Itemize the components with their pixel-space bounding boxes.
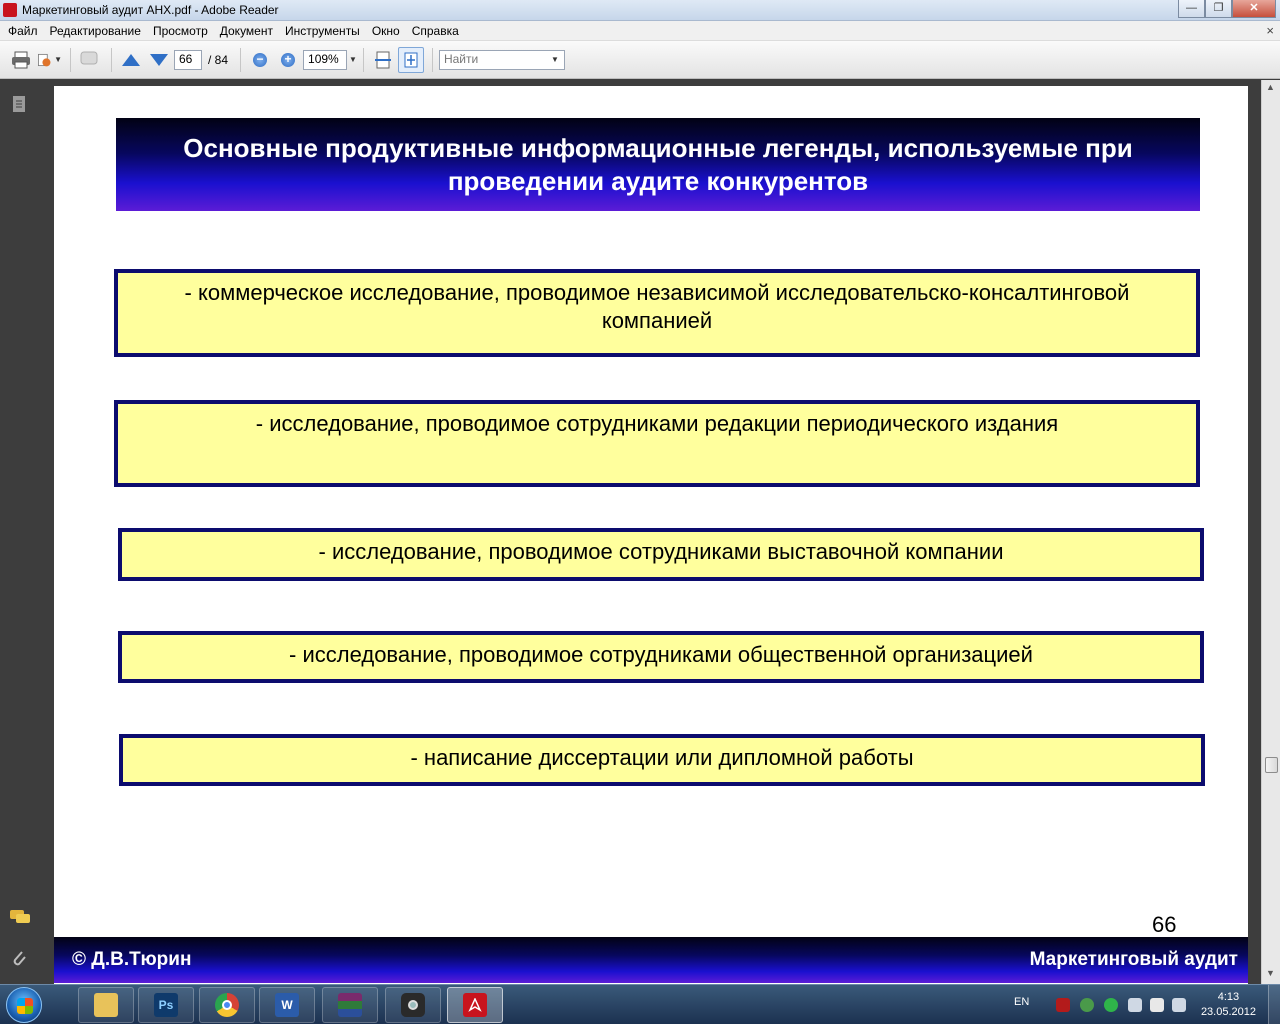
adobe-reader-icon (3, 3, 17, 17)
volume-icon[interactable] (1128, 998, 1142, 1012)
photoshop-icon: Ps (154, 993, 178, 1017)
legend-box-public-org: - исследование, проводимое сотрудниками общественной организацией (118, 631, 1204, 683)
attachments-icon[interactable] (9, 948, 29, 968)
find-dropdown-icon[interactable]: ▼ (550, 55, 559, 64)
menu-file[interactable]: Файл (8, 23, 38, 38)
find-input[interactable]: Найти (439, 50, 565, 70)
status-tray-icon[interactable] (1104, 998, 1118, 1012)
maximize-button[interactable]: ❐ (1205, 0, 1232, 18)
navigation-panel (0, 80, 38, 984)
taskbar-adobe-reader[interactable] (447, 987, 503, 1023)
legend-box-periodical: - исследование, проводимое сотрудниками редакции периодического издания (114, 400, 1200, 487)
printer-icon (11, 51, 31, 69)
network-icon[interactable] (1172, 998, 1186, 1012)
action-center-flag-icon[interactable] (1150, 998, 1164, 1012)
camera-icon (401, 993, 425, 1017)
windows-logo-icon (17, 998, 33, 1014)
vertical-scrollbar[interactable] (1261, 80, 1280, 984)
close-document-icon[interactable]: × (1266, 23, 1274, 38)
scroll-thumb[interactable] (1265, 757, 1278, 773)
taskbar-camera[interactable] (385, 987, 441, 1023)
slide-title: Основные продуктивные информационные легенды, используемые при проведении аудите конкурентов (116, 118, 1200, 211)
folder-icon (94, 993, 118, 1017)
legend-box-exhibition: - исследование, проводимое сотрудниками выставочной компании (118, 528, 1204, 581)
menu-document[interactable]: Документ (219, 23, 273, 38)
zoom-out-button[interactable] (247, 47, 273, 73)
taskbar (0, 984, 1280, 1024)
taskbar-winrar[interactable] (322, 987, 378, 1023)
taskbar-explorer[interactable] (78, 987, 134, 1023)
show-desktop-button[interactable] (1268, 985, 1280, 1024)
fit-page-icon (402, 51, 420, 69)
start-button[interactable] (6, 987, 42, 1023)
taskbar-word[interactable] (259, 987, 315, 1023)
comment-button[interactable] (77, 47, 103, 73)
menu-edit[interactable]: Редактирование (49, 23, 141, 38)
prev-page-button[interactable] (118, 47, 144, 73)
pages-icon[interactable] (9, 94, 29, 114)
language-indicator[interactable]: EN (1014, 996, 1030, 1008)
menu-help[interactable]: Справка (411, 23, 459, 38)
minimize-button[interactable]: — (1178, 0, 1205, 18)
winrar-icon (338, 993, 362, 1017)
pdf-page (54, 86, 1248, 1006)
word-icon: W (275, 993, 299, 1017)
comment-icon (79, 50, 101, 70)
share-button[interactable] (36, 47, 62, 73)
taskbar-photoshop[interactable] (138, 987, 194, 1023)
close-button[interactable]: ✕ (1232, 0, 1276, 18)
scroll-up-icon[interactable]: ▲ (1266, 82, 1275, 92)
total-pages: / 84 (208, 52, 229, 67)
zoom-in-icon: + (281, 53, 295, 67)
adobe-tray-icon[interactable] (1056, 998, 1070, 1012)
page-number-input[interactable]: 66 (174, 50, 202, 70)
comments-icon[interactable] (9, 908, 29, 928)
scroll-down-icon[interactable]: ▼ (1266, 968, 1275, 978)
clock-date: 23.05.2012 (1200, 1006, 1256, 1018)
next-page-button[interactable] (146, 47, 172, 73)
fit-width-icon (374, 51, 392, 69)
fit-width-button[interactable] (370, 47, 396, 73)
document-area (38, 80, 1261, 984)
zoom-dropdown-icon[interactable]: ▼ (349, 55, 357, 64)
print-button[interactable] (8, 47, 34, 73)
clock-time: 4:13 (1217, 991, 1240, 1003)
legend-box-dissertation: - написание диссертации или дипломной работы (119, 734, 1205, 786)
chevron-down-icon: ▼ (54, 55, 62, 64)
clock[interactable] (1201, 990, 1256, 1020)
toolbar (0, 41, 1280, 79)
chrome-icon (215, 993, 239, 1017)
taskbar-chrome[interactable] (199, 987, 255, 1023)
menu-view[interactable]: Просмотр (152, 23, 208, 38)
arrow-down-icon (150, 54, 168, 66)
footer-course-title: Маркетинговый аудит (1029, 949, 1238, 970)
adobe-reader-icon (463, 993, 487, 1017)
fit-page-button[interactable] (398, 47, 424, 73)
system-tray (1010, 985, 1280, 1024)
menu-tools[interactable]: Инструменты (284, 23, 360, 38)
share-icon (36, 51, 52, 69)
window-titlebar (0, 0, 1280, 21)
sync-tray-icon[interactable] (1080, 998, 1094, 1012)
zoom-input[interactable]: 109% (303, 50, 347, 70)
menu-bar (0, 21, 1280, 41)
zoom-in-button[interactable] (275, 47, 301, 73)
arrow-up-icon (122, 54, 140, 66)
window-title: Маркетинговый аудит АНХ.pdf - Adobe Reader (22, 3, 279, 17)
zoom-out-icon: − (253, 53, 267, 67)
menu-window[interactable]: Окно (371, 23, 400, 38)
legend-box-commercial: - коммерческое исследование, проводимое независимой исследовательско-консалтинговой компанией (114, 269, 1200, 357)
footer-author: © Д.В.Тюрин (72, 949, 192, 970)
slide-page-number: 66 (1152, 912, 1177, 937)
slide-footer (54, 937, 1248, 983)
